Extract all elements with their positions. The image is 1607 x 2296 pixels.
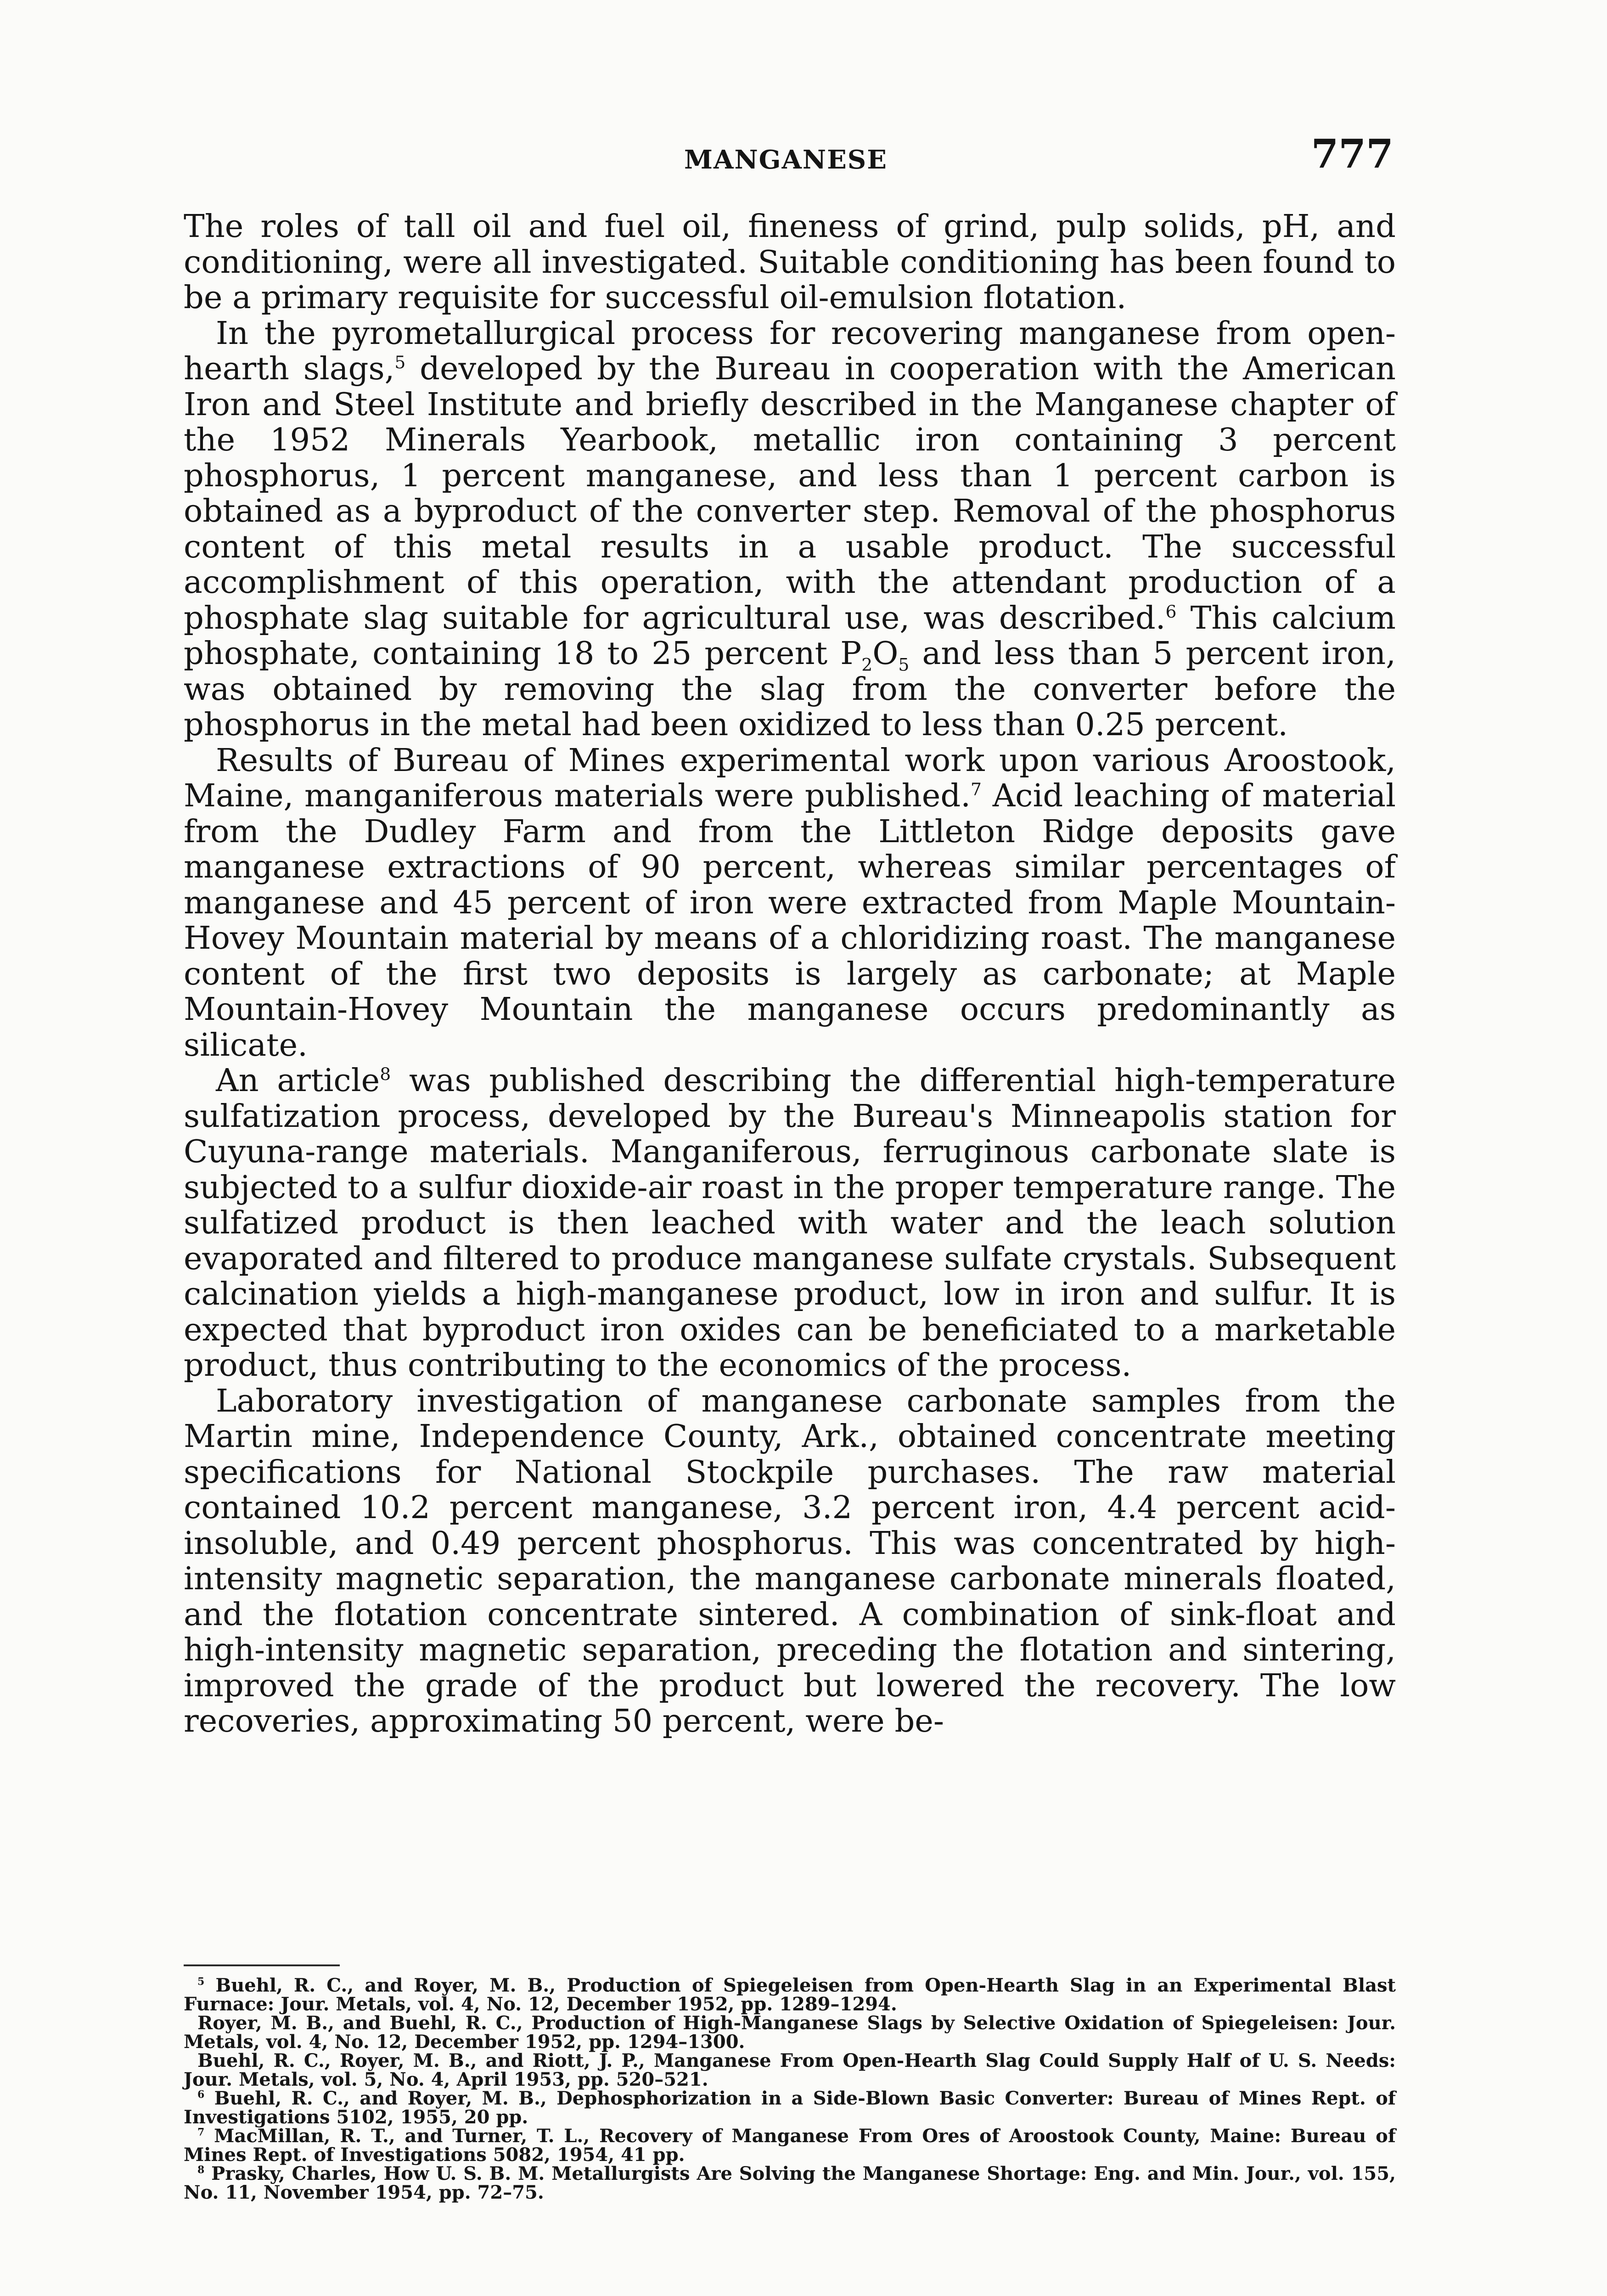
paragraph-2-part-b: developed by the Bureau in cooperation with the American Iron and Steel Institute and briefly described in the Manganese chapter of the 1952 Minerals Yearbook, metallic iron containing 3 percent phosphorus, 1 percent manganese, and less than 1 percent carbon is obtained as a byproduct of the converter step. Removal of the phosphorus content of this metal results in a usable product. The successful accomplishment of this operation, with the attendant production of a phosphate slag suitable for agricultural use, was described. <box>184 350 1396 636</box>
page-number: 777 <box>1311 131 1393 177</box>
footnotes <box>184 1976 1396 2202</box>
footnote-ref-7: 7 <box>970 779 982 800</box>
footnote-5 <box>184 1976 1396 2014</box>
footnote-5-continuation-2: Buehl, R. C., Royer, M. B., and Riott, J. P., Manganese From Open-Hearth Slag Could Supply Half of U. S. Needs: Jour. Metals, vol. 5, No. 4, April 1953, pp. 520–521. <box>184 2050 1396 2090</box>
footnote-7-text: MacMillan, R. T., and Turner, T. L., Recovery of Manganese From Ores of Aroostook County, Maine: Bureau of Mines Rept. of Investigations 5082, 1954, 41 pp. <box>184 2125 1396 2166</box>
footnote-8-text: Prasky, Charles, How U. S. B. M. Metallurgists Are Solving the Manganese Shortage: Eng. and Min. Jour., vol. 155, No. 11, November 1954, pp. 72–75. <box>184 2163 1396 2203</box>
footnote-7 <box>184 2127 1396 2164</box>
footnote-mark-5: 5 <box>197 1975 205 1988</box>
paragraph-2 <box>184 316 1396 743</box>
paragraph-2-part-e: and less than 5 percent iron, was obtained by removing the slag from the converter before the phosphorus in the metal had been oxidized to less than 0.25 percent. <box>184 635 1396 743</box>
paragraph-4-part-a: An article <box>216 1062 380 1099</box>
paragraph-2-part-a: In the pyrometallurgical process for recovering manganese from open-hearth slags, <box>184 315 1396 387</box>
footnote-5-text-1: Buehl, R. C., and Royer, M. B., Production of Spiegeleisen from Open-Hearth Slag in an Experimental Blast Furnace: Jour. Metals, vol. 4, No. 12, December 1952, pp. 1289–1294. <box>184 1975 1396 2015</box>
footnote-rule <box>184 1964 340 1966</box>
paragraph-2-part-c: This calcium phosphate, containing 18 to 25 percent P <box>184 599 1396 672</box>
footnote-mark-7: 7 <box>197 2126 205 2138</box>
running-head: MANGANESE <box>684 145 888 175</box>
subscript-5: 5 <box>898 654 910 675</box>
paragraph-4-part-b: was published describing the differential high-temperature sulfatization process, developed by the Bureau's Minneapolis station for Cuyuna-range materials. Manganiferous, ferruginous carbonate slate is subjected to a sulfur dioxide-air roast in the proper temperature range. The sulfatized product is then leached with water and the leach solution evaporated and filtered to produce manganese sulfate crystals. Subsequent calcination yields a high-manganese product, low in iron and sulfur. It is expected that byproduct iron oxides can be beneficiated to a marketable product, thus contributing to the economics of the process. <box>184 1062 1396 1384</box>
footnote-5-continuation-1: Royer, M. B., and Buehl, R. C., Production of High-Manganese Slags by Selective Oxidation of Spiegeleisen: Jour. Metals, vol. 4, No. 12, December 1952, pp. 1294–1300. <box>184 2012 1396 2053</box>
paragraph-3-part-a: Results of Bureau of Mines experimental work upon various Aroostook, Maine, manganiferous materials were published. <box>184 742 1396 814</box>
footnote-6-text: Buehl, R. C., and Royer, M. B., Dephosphorization in a Side-Blown Basic Converter: Bureau of Mines Rept. of Investigations 5102, 1955, 20 pp. <box>184 2088 1396 2128</box>
paragraph-3-part-b: Acid leaching of material from the Dudley Farm and from the Littleton Ridge deposits gave manganese extractions of 90 percent, whereas similar percentages of manganese and 45 percent of iron were extracted from Maple Mountain-Hovey Mountain material by means of a chloridizing roast. The manganese content of the first two deposits is largely as carbonate; at Maple Mountain-Hovey Mountain the manganese occurs predominantly as silicate. <box>184 777 1396 1064</box>
paragraph-2-part-d: O <box>872 635 899 672</box>
footnote-ref-8: 8 <box>380 1064 391 1085</box>
footnote-ref-6: 6 <box>1165 601 1177 622</box>
paragraph-3 <box>184 743 1396 1064</box>
footnote-ref-5: 5 <box>394 352 406 373</box>
paragraph-1: The roles of tall oil and fuel oil, fineness of grind, pulp solids, pH, and conditioning, were all investigated. Suitable conditioning has been found to be a primary requisite for successful oil-emulsion flotation. <box>184 208 1396 316</box>
paragraph-5: Laboratory investigation of manganese carbonate samples from the Martin mine, Independence County, Ark., obtained concentrate meeting specifications for National Stockpile purchases. The raw material contained 10.2 percent manganese, 3.2 percent iron, 4.4 percent acid-insoluble, and 0.49 percent phosphorus. This was concentrated by high-intensity magnetic separation, the manganese carbonate minerals floated, and the flotation concentrate sintered. A combination of sink-float and high-intensity magnetic separation, preceding the flotation and sintering, improved the grade of the product but lowered the recovery. The low recoveries, approximating 50 percent, were be- <box>184 1382 1396 1739</box>
body-text <box>184 209 1396 1739</box>
paragraph-4 <box>184 1063 1396 1384</box>
footnote-mark-8: 8 <box>197 2164 205 2176</box>
subscript-2: 2 <box>861 654 873 675</box>
footnote-6 <box>184 2089 1396 2127</box>
footnote-8 <box>184 2164 1396 2202</box>
footnote-mark-6: 6 <box>197 2088 205 2101</box>
